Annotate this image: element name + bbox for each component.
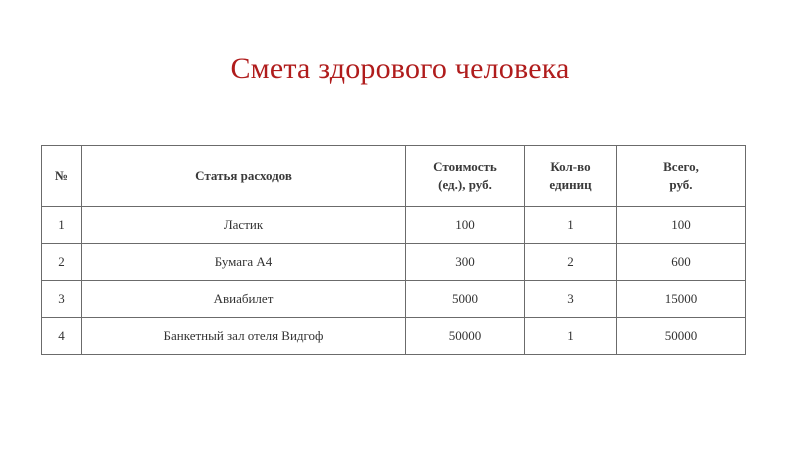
table-row xyxy=(42,318,746,355)
table-row xyxy=(42,207,746,244)
cell-number: 3 xyxy=(42,281,82,318)
header-number: № xyxy=(42,146,82,207)
cell-number: 4 xyxy=(42,318,82,355)
page-title: Смета здорового человека xyxy=(230,52,570,85)
table-row xyxy=(42,281,746,318)
cell-total: 15000 xyxy=(617,281,746,318)
cell-expense-item: Авиабилет xyxy=(82,281,406,318)
cell-quantity: 1 xyxy=(525,207,617,244)
cell-unit-cost: 100 xyxy=(406,207,525,244)
cell-unit-cost: 300 xyxy=(406,244,525,281)
header-total: Всего, руб. xyxy=(617,146,746,207)
cell-total: 100 xyxy=(617,207,746,244)
header-unit-cost: Стоимость (ед.), руб. xyxy=(406,146,525,207)
cell-number: 2 xyxy=(42,244,82,281)
cell-total: 50000 xyxy=(617,318,746,355)
cell-quantity: 1 xyxy=(525,318,617,355)
table-row xyxy=(42,244,746,281)
table-header-row xyxy=(42,146,746,207)
cell-total: 600 xyxy=(617,244,746,281)
cell-number: 1 xyxy=(42,207,82,244)
cell-quantity: 2 xyxy=(525,244,617,281)
cell-unit-cost: 50000 xyxy=(406,318,525,355)
cell-expense-item: Бумага А4 xyxy=(82,244,406,281)
header-expense-item: Статья расходов xyxy=(82,146,406,207)
cell-unit-cost: 5000 xyxy=(406,281,525,318)
cell-expense-item: Банкетный зал отеля Видгоф xyxy=(82,318,406,355)
header-quantity: Кол-во единиц xyxy=(525,146,617,207)
cell-quantity: 3 xyxy=(525,281,617,318)
budget-table xyxy=(41,145,746,355)
cell-expense-item: Ластик xyxy=(82,207,406,244)
